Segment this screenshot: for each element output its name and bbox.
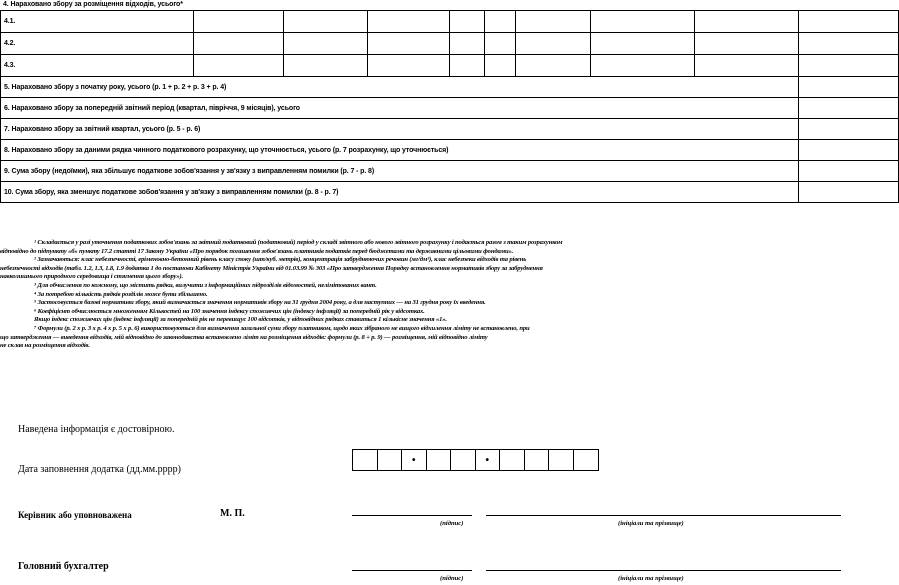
footnote: ⁶ Коефіцієнт обчислюється множенням Кількостей на 100 значення індексу споживчих цін (індексу інфляції) за попередній рік у відсотках. xyxy=(34,307,425,315)
table-row-5 xyxy=(1,77,899,98)
table-cell[interactable] xyxy=(284,55,368,77)
payment-table xyxy=(0,10,899,203)
table-cell[interactable] xyxy=(450,33,485,55)
table-cell[interactable] xyxy=(450,55,485,77)
footnotes xyxy=(0,239,898,351)
value-cell[interactable] xyxy=(799,119,899,140)
accountant-name-line[interactable] xyxy=(486,570,841,571)
table-cell[interactable] xyxy=(368,55,450,77)
date-label: Дата заповнення додатка (дд.мм.рррр) xyxy=(18,464,181,475)
manager-signature-caption: (підпис) xyxy=(440,520,464,527)
table-cell[interactable] xyxy=(485,11,516,33)
value-cell[interactable] xyxy=(799,161,899,182)
table-row-8 xyxy=(1,140,899,161)
date-cell[interactable] xyxy=(378,450,403,470)
table-cell[interactable] xyxy=(695,11,799,33)
table-row-9 xyxy=(1,161,899,182)
footnote: ² Зазначаються: клас небезпечності, еріменовно-бетонний рівень класу споку (шт/куб. метрів), концентрація забруднюючих речовин (мг/дм³), клас небезпеки відходів та рівень xyxy=(34,256,527,264)
row-label: 7. Нараховано збору за звітний квартал, усього (р. 5 - р. 6) xyxy=(1,119,799,140)
table-cell[interactable] xyxy=(368,33,450,55)
date-input[interactable] xyxy=(352,449,599,471)
table-row-6 xyxy=(1,98,899,119)
row-label: 9. Сума збору (недоїмки), яка збільшує податкове зобов'язання у зв'язку з виправленням помилки (р. 7 - р. 8) xyxy=(1,161,799,182)
row-label: 6. Нараховано збору за попередній звітний період (квартал, півріччя, 9 місяців), усього xyxy=(1,98,799,119)
date-separator: • xyxy=(485,455,490,466)
row-label: 8. Нараховано збору за даними рядка чинного податкового розрахунку, що уточнюється, усього (р. 7 розрахунку, що уточнюється) xyxy=(1,140,799,161)
footnote: що затвердження — виведення відходів, мій відповідно до законодавства встановлено ліміт на розміщення відходів: формули (р. 8 + р. 9) — розміщення, мій відповідно ліміту xyxy=(0,333,488,341)
table-cell[interactable] xyxy=(591,11,695,33)
row-label: 4.3. xyxy=(1,55,194,77)
manager-signature-line[interactable] xyxy=(352,515,472,516)
date-cell[interactable] xyxy=(574,450,599,470)
row-label: 4.2. xyxy=(1,33,194,55)
footnote: ³ Для обчислення по кожному, що містить рядки, вилучити з інформаційних підрозділів відомостей, нелімітованих вант. xyxy=(34,281,377,289)
table-cell[interactable] xyxy=(591,55,695,77)
table-cell[interactable] xyxy=(194,55,284,77)
accountant-name-caption: (ініціали та прізвище) xyxy=(618,575,684,582)
accountant-signature-line[interactable] xyxy=(352,570,472,571)
date-cell[interactable] xyxy=(525,450,550,470)
value-cell[interactable] xyxy=(799,182,899,203)
value-cell[interactable] xyxy=(799,140,899,161)
table-row-4-2 xyxy=(1,33,899,55)
date-cell[interactable] xyxy=(353,450,378,470)
row-label: 5. Нараховано збору з початку року, усього (р. 1 + р. 2 + р. 3 + р. 4) xyxy=(1,77,799,98)
manager-name-caption: (ініціали та прізвище) xyxy=(618,520,684,527)
date-separator: • xyxy=(411,455,416,466)
accountant-signature-caption: (підпис) xyxy=(440,575,464,582)
table-cell[interactable] xyxy=(194,11,284,33)
table-cell[interactable] xyxy=(591,33,695,55)
table-cell[interactable] xyxy=(194,33,284,55)
accountant-label: Головний бухгалтер xyxy=(18,561,109,572)
manager-label: Керівник або уповноважена xyxy=(18,510,132,520)
table-row-4-3 xyxy=(1,55,899,77)
table-cell[interactable] xyxy=(516,33,591,55)
table-cell[interactable] xyxy=(284,33,368,55)
table-row-4-1 xyxy=(1,11,899,33)
date-cell[interactable] xyxy=(427,450,452,470)
date-cell[interactable] xyxy=(500,450,525,470)
footnote: ⁵ Застосовується базові нормативи збору, який визначається значення нормативів збору на 31 грудня 2004 року, а для наступних — на 31 грудня року їх введення. xyxy=(34,299,486,307)
value-cell[interactable] xyxy=(799,77,899,98)
manager-name-line[interactable] xyxy=(486,515,841,516)
table-cell[interactable] xyxy=(284,11,368,33)
table-cell[interactable] xyxy=(695,55,799,77)
footnote: ⁴ За потребою кількість рядків розділів може бути збільшено. xyxy=(34,290,208,298)
table-row-10 xyxy=(1,182,899,203)
table-cell[interactable] xyxy=(695,33,799,55)
table-cell[interactable] xyxy=(799,33,899,55)
value-cell[interactable] xyxy=(799,98,899,119)
footnote: небезпечності відходів (табл. 1.2, 1.3, 1.8, 1.9 додатка 1 до постанови Кабінету Міністрів України від 01.03.99 № 303 «Про затвердження Порядку встановлення нормативів збору за забруднення xyxy=(0,264,543,272)
row-label: 10. Сума збору, яка зменшує податкове зобов'язання у зв'язку з виправленням помилки (р. 8 - р. 7) xyxy=(1,182,799,203)
table-cell[interactable] xyxy=(450,11,485,33)
row-label: 4.1. xyxy=(1,11,194,33)
table-cell[interactable] xyxy=(799,11,899,33)
footnote: навколишнього природного середовища і стягнення цього збору»). xyxy=(0,273,184,281)
date-cell[interactable] xyxy=(549,450,574,470)
date-cell[interactable] xyxy=(451,450,476,470)
table-cell[interactable] xyxy=(368,11,450,33)
footnote: ¹ Складається у разі уточнення податкових зобов'язань за звітний податковий (податковий) період у складі звітного або нового звітного розрахунку і подається разом з таким розрахунком xyxy=(34,239,563,246)
footnote: ⁷ Формули (р. 2 х р. 3 х р. 4 х р. 5 х р. 6) використовуються для визначення загальної суми збору платником, щодо яких зібраного не вищого відхилення ліміту не встановлено, при xyxy=(34,324,530,332)
table-row-7 xyxy=(1,119,899,140)
declaration: Наведена інформація є достовірною. xyxy=(18,424,175,435)
footnote: не склав на розміщення відходів. xyxy=(0,342,90,350)
footnote: відповідно до підпункту «б» пункту 17.2 статті 17 Закону України «Про порядок погашення зобов'язань платників податків перед бюджетами та державними цільовими фондами». xyxy=(0,247,514,255)
table-cell[interactable] xyxy=(516,55,591,77)
table-cell[interactable] xyxy=(485,55,516,77)
footnote: Якщо індекс споживчих цін (індекс інфляції) за попередній рік не перевищує 100 відсотків, у відповідних рядках ставиться 1 кількісне значення «1». xyxy=(34,316,447,324)
table-cell[interactable] xyxy=(485,33,516,55)
section-title: 4. Нараховано збору за розміщення відходів, усього* xyxy=(3,1,183,8)
stamp-label: М. П. xyxy=(220,508,245,519)
table-cell[interactable] xyxy=(799,55,899,77)
date-cell[interactable] xyxy=(476,450,501,470)
date-cell[interactable] xyxy=(402,450,427,470)
table-cell[interactable] xyxy=(516,11,591,33)
